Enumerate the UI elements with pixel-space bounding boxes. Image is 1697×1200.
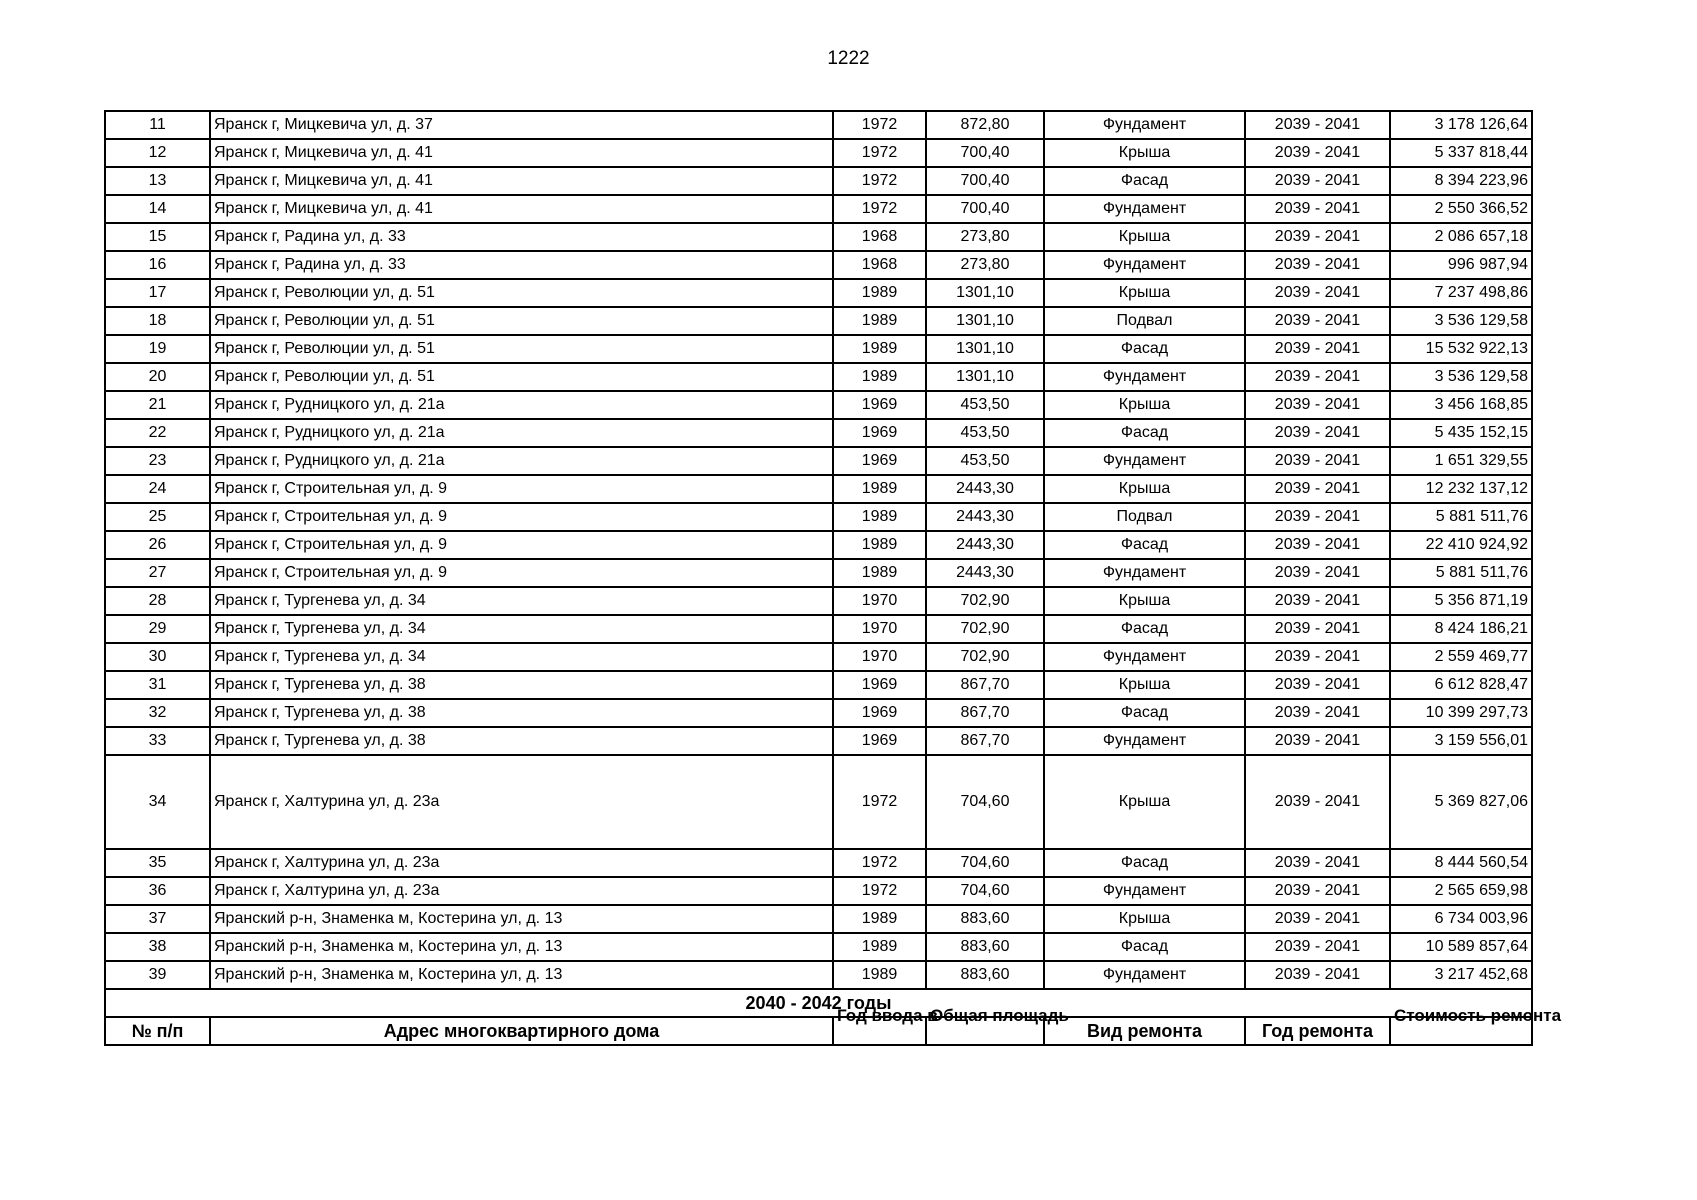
row-build-year: 1972 bbox=[833, 139, 926, 167]
header-period: Год ремонта bbox=[1245, 1017, 1390, 1045]
row-build-year: 1972 bbox=[833, 111, 926, 139]
row-repair-type: Фундамент bbox=[1044, 877, 1245, 905]
row-number: 33 bbox=[105, 727, 210, 755]
row-repair-period: 2039 - 2041 bbox=[1245, 251, 1390, 279]
row-total-area: 702,90 bbox=[926, 643, 1044, 671]
row-repair-type: Крыша bbox=[1044, 587, 1245, 615]
row-total-area: 2443,30 bbox=[926, 559, 1044, 587]
row-build-year: 1989 bbox=[833, 363, 926, 391]
row-repair-period: 2039 - 2041 bbox=[1245, 671, 1390, 699]
table-row bbox=[105, 559, 1532, 587]
table-row bbox=[105, 503, 1532, 531]
row-repair-cost: 996 987,94 bbox=[1390, 251, 1532, 279]
row-total-area: 2443,30 bbox=[926, 531, 1044, 559]
row-address: Яранск г, Халтурина ул, д. 23а bbox=[210, 849, 833, 877]
row-build-year: 1969 bbox=[833, 391, 926, 419]
row-number: 35 bbox=[105, 849, 210, 877]
row-number: 15 bbox=[105, 223, 210, 251]
row-build-year: 1970 bbox=[833, 615, 926, 643]
table-row bbox=[105, 279, 1532, 307]
row-total-area: 704,60 bbox=[926, 849, 1044, 877]
row-repair-period: 2039 - 2041 bbox=[1245, 335, 1390, 363]
row-repair-period: 2039 - 2041 bbox=[1245, 307, 1390, 335]
row-total-area: 867,70 bbox=[926, 671, 1044, 699]
table-body bbox=[105, 111, 1562, 1045]
row-build-year: 1989 bbox=[833, 905, 926, 933]
row-number: 38 bbox=[105, 933, 210, 961]
row-repair-type: Фундамент bbox=[1044, 727, 1245, 755]
row-repair-type: Крыша bbox=[1044, 475, 1245, 503]
row-build-year: 1989 bbox=[833, 503, 926, 531]
table-row bbox=[105, 447, 1532, 475]
row-repair-period: 2039 - 2041 bbox=[1245, 167, 1390, 195]
row-address: Яранск г, Радина ул, д. 33 bbox=[210, 251, 833, 279]
row-build-year: 1970 bbox=[833, 643, 926, 671]
row-total-area: 1301,10 bbox=[926, 307, 1044, 335]
row-address: Яранск г, Революции ул, д. 51 bbox=[210, 307, 833, 335]
page-number: 1222 bbox=[827, 48, 870, 69]
row-address: Яранск г, Строительная ул, д. 9 bbox=[210, 559, 833, 587]
row-repair-cost: 7 237 498,86 bbox=[1390, 279, 1532, 307]
row-total-area: 704,60 bbox=[926, 877, 1044, 905]
row-build-year: 1989 bbox=[833, 559, 926, 587]
row-repair-type: Фасад bbox=[1044, 933, 1245, 961]
row-repair-type: Фундамент bbox=[1044, 961, 1245, 989]
row-repair-type: Фундамент bbox=[1044, 643, 1245, 671]
row-total-area: 273,80 bbox=[926, 223, 1044, 251]
row-repair-cost: 12 232 137,12 bbox=[1390, 475, 1532, 503]
row-repair-type: Фундамент bbox=[1044, 447, 1245, 475]
row-address: Яранск г, Мицкевича ул, д. 41 bbox=[210, 167, 833, 195]
table-row bbox=[105, 905, 1532, 933]
row-build-year: 1969 bbox=[833, 671, 926, 699]
row-repair-period: 2039 - 2041 bbox=[1245, 475, 1390, 503]
row-repair-cost: 15 532 922,13 bbox=[1390, 335, 1532, 363]
row-total-area: 1301,10 bbox=[926, 279, 1044, 307]
row-repair-period: 2039 - 2041 bbox=[1245, 905, 1390, 933]
row-address: Яранск г, Рудницкого ул, д. 21а bbox=[210, 419, 833, 447]
row-address: Яранск г, Мицкевича ул, д. 41 bbox=[210, 139, 833, 167]
row-build-year: 1972 bbox=[833, 195, 926, 223]
row-repair-cost: 2 565 659,98 bbox=[1390, 877, 1532, 905]
row-address: Яранск г, Тургенева ул, д. 38 bbox=[210, 671, 833, 699]
table-row bbox=[105, 961, 1532, 989]
row-address: Яранск г, Тургенева ул, д. 34 bbox=[210, 587, 833, 615]
row-build-year: 1989 bbox=[833, 279, 926, 307]
row-repair-type: Крыша bbox=[1044, 755, 1245, 849]
row-total-area: 273,80 bbox=[926, 251, 1044, 279]
repair-schedule-table bbox=[104, 110, 1562, 1046]
row-address: Яранск г, Тургенева ул, д. 38 bbox=[210, 699, 833, 727]
row-repair-type: Фасад bbox=[1044, 531, 1245, 559]
row-number: 23 bbox=[105, 447, 210, 475]
row-repair-period: 2039 - 2041 bbox=[1245, 559, 1390, 587]
row-address: Яранск г, Рудницкого ул, д. 21а bbox=[210, 391, 833, 419]
row-number: 17 bbox=[105, 279, 210, 307]
row-repair-cost: 5 369 827,06 bbox=[1390, 755, 1532, 849]
row-total-area: 453,50 bbox=[926, 447, 1044, 475]
row-repair-type: Фундамент bbox=[1044, 251, 1245, 279]
row-number: 27 bbox=[105, 559, 210, 587]
row-number: 20 bbox=[105, 363, 210, 391]
row-total-area: 2443,30 bbox=[926, 503, 1044, 531]
row-repair-cost: 6 612 828,47 bbox=[1390, 671, 1532, 699]
row-repair-type: Крыша bbox=[1044, 905, 1245, 933]
row-repair-cost: 2 559 469,77 bbox=[1390, 643, 1532, 671]
row-repair-cost: 8 444 560,54 bbox=[1390, 849, 1532, 877]
table-row bbox=[105, 699, 1532, 727]
row-repair-type: Фасад bbox=[1044, 849, 1245, 877]
row-repair-cost: 10 399 297,73 bbox=[1390, 699, 1532, 727]
header-num: № п/п bbox=[105, 1017, 210, 1045]
table-row bbox=[105, 643, 1532, 671]
header-address: Адрес многоквартирного дома bbox=[210, 1017, 833, 1045]
row-repair-period: 2039 - 2041 bbox=[1245, 877, 1390, 905]
row-repair-type: Крыша bbox=[1044, 391, 1245, 419]
table-row bbox=[105, 223, 1532, 251]
header-cost: Стоимость ремонта bbox=[1390, 1017, 1532, 1045]
row-total-area: 700,40 bbox=[926, 167, 1044, 195]
row-total-area: 702,90 bbox=[926, 587, 1044, 615]
row-number: 36 bbox=[105, 877, 210, 905]
row-repair-period: 2039 - 2041 bbox=[1245, 447, 1390, 475]
row-repair-type: Крыша bbox=[1044, 671, 1245, 699]
table-row bbox=[105, 755, 1532, 849]
row-repair-cost: 5 881 511,76 bbox=[1390, 503, 1532, 531]
row-repair-cost: 2 086 657,18 bbox=[1390, 223, 1532, 251]
row-repair-period: 2039 - 2041 bbox=[1245, 195, 1390, 223]
row-build-year: 1969 bbox=[833, 727, 926, 755]
row-build-year: 1968 bbox=[833, 251, 926, 279]
table-row bbox=[105, 531, 1532, 559]
row-repair-period: 2039 - 2041 bbox=[1245, 139, 1390, 167]
row-repair-type: Фасад bbox=[1044, 615, 1245, 643]
row-number: 19 bbox=[105, 335, 210, 363]
row-number: 14 bbox=[105, 195, 210, 223]
row-repair-type: Фасад bbox=[1044, 419, 1245, 447]
row-number: 22 bbox=[105, 419, 210, 447]
row-repair-period: 2039 - 2041 bbox=[1245, 615, 1390, 643]
row-repair-type: Подвал bbox=[1044, 503, 1245, 531]
row-number: 34 bbox=[105, 755, 210, 849]
table-row bbox=[105, 849, 1532, 877]
row-repair-period: 2039 - 2041 bbox=[1245, 755, 1390, 849]
row-repair-cost: 8 424 186,21 bbox=[1390, 615, 1532, 643]
row-repair-type: Фасад bbox=[1044, 167, 1245, 195]
row-number: 11 bbox=[105, 111, 210, 139]
row-address: Яранск г, Мицкевича ул, д. 41 bbox=[210, 195, 833, 223]
row-number: 12 bbox=[105, 139, 210, 167]
row-repair-period: 2039 - 2041 bbox=[1245, 849, 1390, 877]
table-row bbox=[105, 167, 1532, 195]
row-total-area: 704,60 bbox=[926, 755, 1044, 849]
row-address: Яранск г, Революции ул, д. 51 bbox=[210, 279, 833, 307]
table-row bbox=[105, 475, 1532, 503]
table-row bbox=[105, 251, 1532, 279]
row-repair-period: 2039 - 2041 bbox=[1245, 933, 1390, 961]
row-build-year: 1970 bbox=[833, 587, 926, 615]
row-repair-type: Крыша bbox=[1044, 139, 1245, 167]
row-repair-cost: 3 536 129,58 bbox=[1390, 363, 1532, 391]
row-build-year: 1969 bbox=[833, 699, 926, 727]
header-row bbox=[105, 1017, 1532, 1045]
section-title: 2040 - 2042 годы bbox=[105, 989, 1532, 1017]
row-repair-type: Фасад bbox=[1044, 699, 1245, 727]
row-repair-cost: 5 356 871,19 bbox=[1390, 587, 1532, 615]
row-repair-period: 2039 - 2041 bbox=[1245, 363, 1390, 391]
row-total-area: 2443,30 bbox=[926, 475, 1044, 503]
table-row bbox=[105, 587, 1532, 615]
row-number: 16 bbox=[105, 251, 210, 279]
row-number: 30 bbox=[105, 643, 210, 671]
row-address: Яранск г, Строительная ул, д. 9 bbox=[210, 531, 833, 559]
row-total-area: 453,50 bbox=[926, 391, 1044, 419]
row-repair-cost: 5 435 152,15 bbox=[1390, 419, 1532, 447]
row-number: 37 bbox=[105, 905, 210, 933]
row-build-year: 1989 bbox=[833, 335, 926, 363]
table-row bbox=[105, 111, 1532, 139]
row-address: Яранск г, Строительная ул, д. 9 bbox=[210, 503, 833, 531]
table-row bbox=[105, 419, 1532, 447]
row-repair-cost: 3 456 168,85 bbox=[1390, 391, 1532, 419]
row-address: Яранск г, Тургенева ул, д. 34 bbox=[210, 615, 833, 643]
row-build-year: 1968 bbox=[833, 223, 926, 251]
row-repair-period: 2039 - 2041 bbox=[1245, 419, 1390, 447]
row-build-year: 1989 bbox=[833, 307, 926, 335]
row-address: Яранск г, Рудницкого ул, д. 21а bbox=[210, 447, 833, 475]
header-area: Общая площадь bbox=[926, 1017, 1044, 1045]
row-repair-cost: 5 881 511,76 bbox=[1390, 559, 1532, 587]
header-type: Вид ремонта bbox=[1044, 1017, 1245, 1045]
row-address: Яранск г, Строительная ул, д. 9 bbox=[210, 475, 833, 503]
row-number: 21 bbox=[105, 391, 210, 419]
row-repair-period: 2039 - 2041 bbox=[1245, 699, 1390, 727]
table-row bbox=[105, 139, 1532, 167]
table-row bbox=[105, 335, 1532, 363]
table-row bbox=[105, 307, 1532, 335]
row-total-area: 702,90 bbox=[926, 615, 1044, 643]
row-number: 24 bbox=[105, 475, 210, 503]
row-repair-cost: 2 550 366,52 bbox=[1390, 195, 1532, 223]
row-number: 29 bbox=[105, 615, 210, 643]
row-number: 13 bbox=[105, 167, 210, 195]
row-repair-period: 2039 - 2041 bbox=[1245, 391, 1390, 419]
row-number: 25 bbox=[105, 503, 210, 531]
row-repair-cost: 8 394 223,96 bbox=[1390, 167, 1532, 195]
table-row bbox=[105, 877, 1532, 905]
row-build-year: 1989 bbox=[833, 933, 926, 961]
row-build-year: 1972 bbox=[833, 849, 926, 877]
table-row bbox=[105, 363, 1532, 391]
row-repair-cost: 1 651 329,55 bbox=[1390, 447, 1532, 475]
row-repair-cost: 3 178 126,64 bbox=[1390, 111, 1532, 139]
row-address: Яранск г, Революции ул, д. 51 bbox=[210, 335, 833, 363]
row-number: 31 bbox=[105, 671, 210, 699]
row-address: Яранск г, Тургенева ул, д. 34 bbox=[210, 643, 833, 671]
row-number: 32 bbox=[105, 699, 210, 727]
row-repair-period: 2039 - 2041 bbox=[1245, 111, 1390, 139]
row-address: Яранск г, Халтурина ул, д. 23а bbox=[210, 755, 833, 849]
row-number: 39 bbox=[105, 961, 210, 989]
row-total-area: 883,60 bbox=[926, 905, 1044, 933]
row-repair-cost: 3 536 129,58 bbox=[1390, 307, 1532, 335]
row-repair-period: 2039 - 2041 bbox=[1245, 223, 1390, 251]
section-row bbox=[105, 989, 1532, 1017]
row-number: 28 bbox=[105, 587, 210, 615]
row-repair-cost: 3 217 452,68 bbox=[1390, 961, 1532, 989]
table-row bbox=[105, 195, 1532, 223]
table-row bbox=[105, 671, 1532, 699]
row-address: Яранский р-н, Знаменка м, Костерина ул, д. 13 bbox=[210, 961, 833, 989]
row-address: Яранск г, Халтурина ул, д. 23а bbox=[210, 877, 833, 905]
table-row bbox=[105, 615, 1532, 643]
row-total-area: 1301,10 bbox=[926, 335, 1044, 363]
row-repair-cost: 10 589 857,64 bbox=[1390, 933, 1532, 961]
row-repair-cost: 6 734 003,96 bbox=[1390, 905, 1532, 933]
row-total-area: 872,80 bbox=[926, 111, 1044, 139]
row-build-year: 1972 bbox=[833, 167, 926, 195]
row-build-year: 1969 bbox=[833, 447, 926, 475]
row-total-area: 453,50 bbox=[926, 419, 1044, 447]
table-row bbox=[105, 933, 1532, 961]
row-repair-period: 2039 - 2041 bbox=[1245, 727, 1390, 755]
row-repair-cost: 22 410 924,92 bbox=[1390, 531, 1532, 559]
row-repair-type: Фундамент bbox=[1044, 195, 1245, 223]
row-repair-type: Фундамент bbox=[1044, 559, 1245, 587]
row-address: Яранск г, Мицкевича ул, д. 37 bbox=[210, 111, 833, 139]
row-address: Яранск г, Революции ул, д. 51 bbox=[210, 363, 833, 391]
row-build-year: 1989 bbox=[833, 475, 926, 503]
row-address: Яранский р-н, Знаменка м, Костерина ул, д. 13 bbox=[210, 905, 833, 933]
row-build-year: 1972 bbox=[833, 877, 926, 905]
row-repair-cost: 3 159 556,01 bbox=[1390, 727, 1532, 755]
row-total-area: 700,40 bbox=[926, 195, 1044, 223]
row-build-year: 1972 bbox=[833, 755, 926, 849]
row-repair-period: 2039 - 2041 bbox=[1245, 503, 1390, 531]
row-total-area: 883,60 bbox=[926, 933, 1044, 961]
row-repair-period: 2039 - 2041 bbox=[1245, 961, 1390, 989]
header-year: Год ввода в bbox=[833, 1017, 926, 1045]
table-row bbox=[105, 727, 1532, 755]
row-repair-type: Крыша bbox=[1044, 279, 1245, 307]
row-number: 18 bbox=[105, 307, 210, 335]
row-repair-type: Фундамент bbox=[1044, 111, 1245, 139]
row-repair-period: 2039 - 2041 bbox=[1245, 531, 1390, 559]
row-repair-cost: 5 337 818,44 bbox=[1390, 139, 1532, 167]
row-build-year: 1969 bbox=[833, 419, 926, 447]
row-build-year: 1989 bbox=[833, 531, 926, 559]
row-total-area: 883,60 bbox=[926, 961, 1044, 989]
row-repair-period: 2039 - 2041 bbox=[1245, 279, 1390, 307]
row-total-area: 1301,10 bbox=[926, 363, 1044, 391]
row-repair-type: Крыша bbox=[1044, 223, 1245, 251]
row-repair-type: Подвал bbox=[1044, 307, 1245, 335]
row-build-year: 1989 bbox=[833, 961, 926, 989]
row-address: Яранский р-н, Знаменка м, Костерина ул, д. 13 bbox=[210, 933, 833, 961]
row-address: Яранск г, Радина ул, д. 33 bbox=[210, 223, 833, 251]
row-number: 26 bbox=[105, 531, 210, 559]
row-total-area: 867,70 bbox=[926, 727, 1044, 755]
row-total-area: 700,40 bbox=[926, 139, 1044, 167]
row-total-area: 867,70 bbox=[926, 699, 1044, 727]
row-address: Яранск г, Тургенева ул, д. 38 bbox=[210, 727, 833, 755]
row-repair-period: 2039 - 2041 bbox=[1245, 643, 1390, 671]
row-repair-period: 2039 - 2041 bbox=[1245, 587, 1390, 615]
row-repair-type: Фасад bbox=[1044, 335, 1245, 363]
row-repair-type: Фундамент bbox=[1044, 363, 1245, 391]
table-row bbox=[105, 391, 1532, 419]
